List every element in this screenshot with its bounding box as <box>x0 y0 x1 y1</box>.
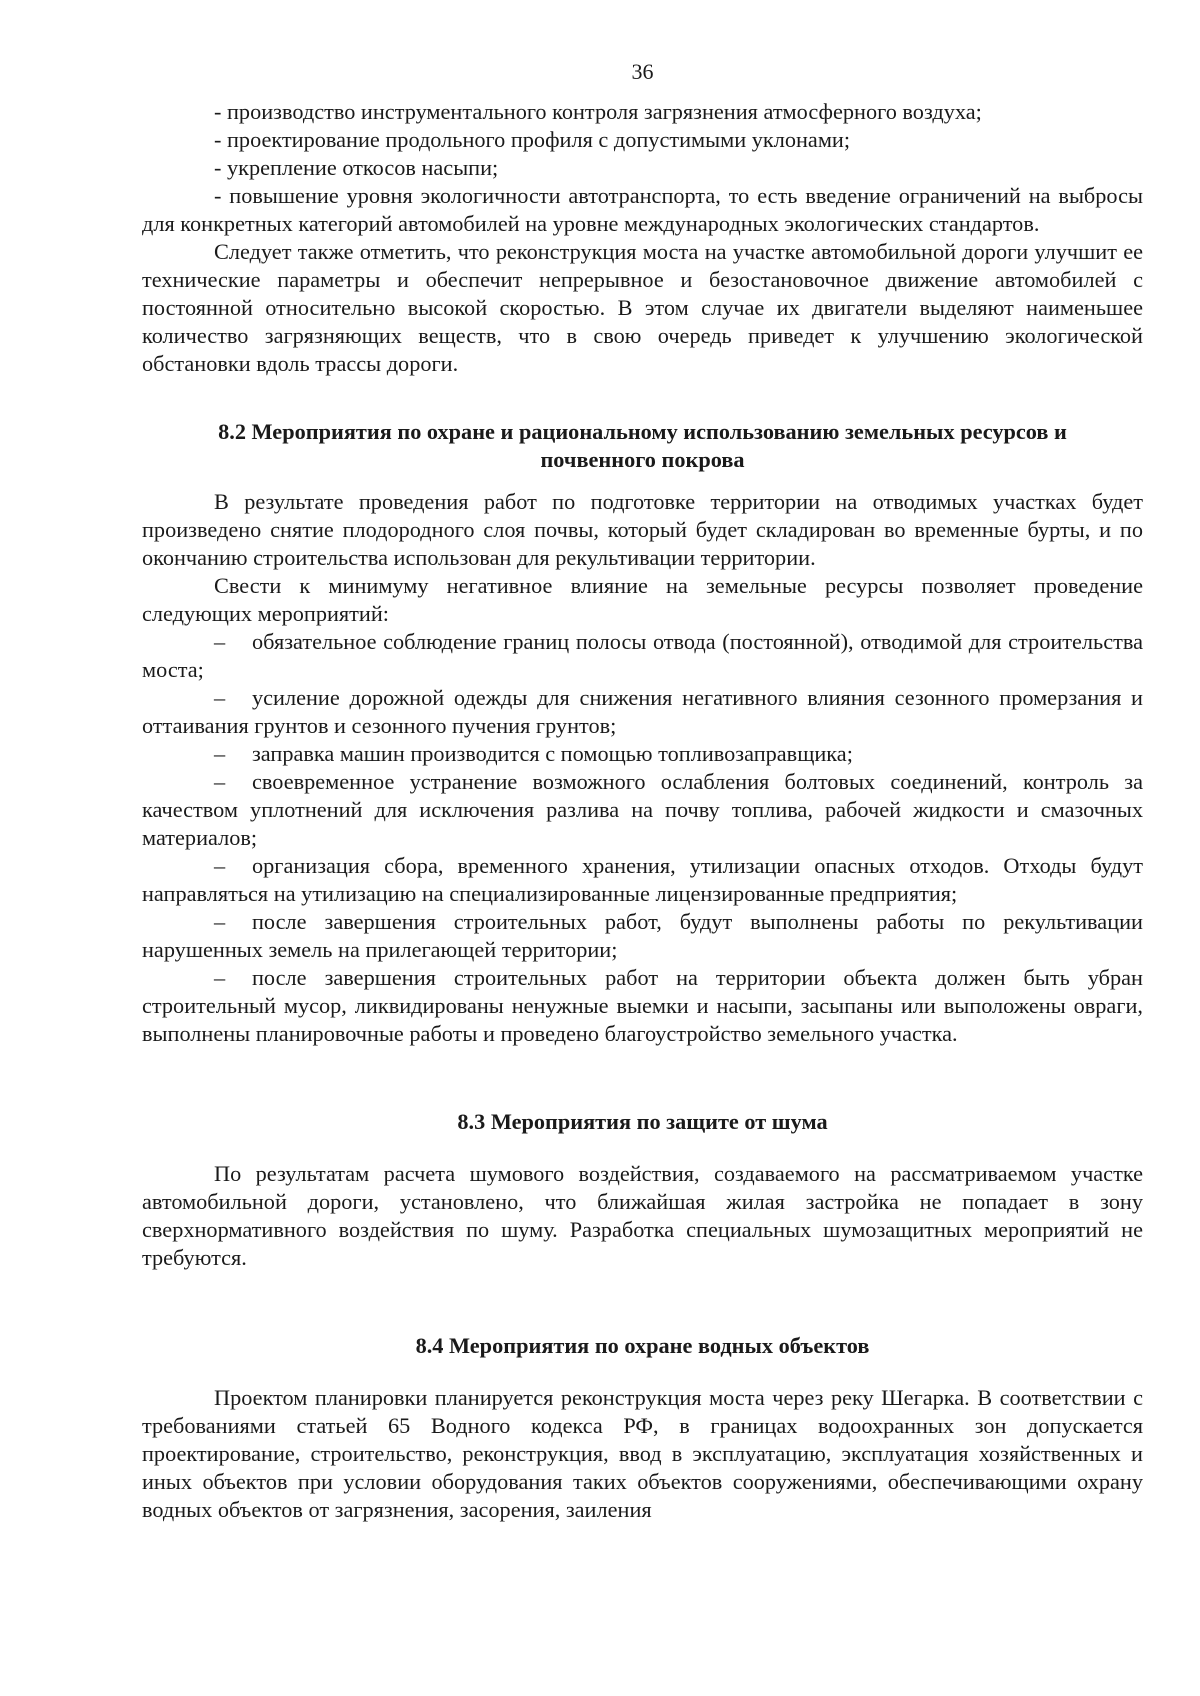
section-8-3-paragraph: По результатам расчета шумового воздействия, создаваемого на рассматриваемом участке автомобильной дороги, установлено, что ближайшая жилая застройка не попадает в зону сверхнормативного воздействия по шуму. Разработка специальных шумозащитных мероприятий не требуются. <box>142 1161 1143 1270</box>
measure-text: обязательное соблюдение границ полосы отвода (постоянной), отводимой для строительства моста; <box>142 629 1143 682</box>
dash-marker: – <box>214 853 226 878</box>
section-8-2-paragraph: В результате проведения работ по подготовке территории на отводимых участках будет произведено снятие плодородного слоя почвы, который будет складирован во временные бурты, и по окончанию строительства использован для рекультивации территории. <box>142 489 1143 570</box>
measure-text: усиление дорожной одежды для снижения негативного влияния сезонного промерзания и оттаивания грунтов и сезонного пучения грунтов; <box>142 685 1143 738</box>
dash-marker: – <box>214 769 226 794</box>
measure-list-item <box>142 740 1143 768</box>
section-8-3-heading: 8.3 Мероприятия по защите от шума <box>457 1109 828 1134</box>
measure-text: своевременное устранение возможного ослабления болтовых соединений, контроль за качеством уплотнений для исключения разлива на почву топлива, рабочей жидкости и смазочных материалов; <box>142 769 1143 850</box>
section-8-2-heading-line2: почвенного покрова <box>540 447 745 472</box>
section-8-2-heading-line1: 8.2 Мероприятия по охране и рациональному использованию земельных ресурсов и <box>218 419 1067 444</box>
page-number: 36 <box>631 59 654 84</box>
dash-marker: – <box>214 741 226 766</box>
intro-list-item: - проектирование продольного профиля с допустимыми уклонами; <box>214 127 851 152</box>
measure-list-item <box>142 964 1143 1048</box>
measure-list-item <box>142 684 1143 740</box>
dash-marker: – <box>214 965 226 990</box>
section-8-4-paragraph: Проектом планировки планируется реконструкция моста через реку Шегарка. В соответствии с требованиями статьей 65 Водного кодекса РФ, в границах водоохранных зон допускается проектирование, строительство, реконструкция, ввод в эксплуатацию, эксплуатация хозяйственных и иных объектов при условии оборудования таких объектов сооружениями, обеспечивающими охрану водных объектов от загрязнения, засорения, заиления <box>142 1385 1143 1522</box>
section-8-2-paragraph: Свести к минимуму негативное влияние на земельные ресурсы позволяет проведение следующих мероприятий: <box>142 573 1143 626</box>
intro-list-item: - укрепление откосов насыпи; <box>214 155 499 180</box>
intro-list-item: - повышение уровня экологичности автотранспорта, то есть введение ограничений на выбросы для конкретных категорий автомобилей на уровне международных экологических стандартов. <box>142 183 1143 236</box>
dash-marker: – <box>214 629 226 654</box>
measure-text: организация сбора, временного хранения, утилизации опасных отходов. Отходы будут направляться на утилизацию на специализированные лицензированные предприятия; <box>142 853 1143 906</box>
dash-marker: – <box>214 909 226 934</box>
measure-list-item <box>142 852 1143 908</box>
dash-marker: – <box>214 685 226 710</box>
measure-text: после завершения строительных работ, будут выполнены работы по рекультивации нарушенных земель на прилегающей территории; <box>142 909 1143 962</box>
intro-list-item: - производство инструментального контроля загрязнения атмосферного воздуха; <box>214 99 982 124</box>
document-page <box>142 52 1143 1524</box>
section-8-2-heading <box>142 418 1143 474</box>
intro-paragraph: Следует также отметить, что реконструкция моста на участке автомобильной дороги улучшит ее технические параметры и обеспечит непрерывное и безостановочное движение автомобилей с постоянной относительно высокой скоростью. В этом случае их двигатели выделяют наименьшее количество загрязняющих веществ, что в свою очередь приведет к улучшению экологической обстановки вдоль трассы дороги. <box>142 239 1143 376</box>
measure-list-item <box>142 768 1143 852</box>
measure-list-item <box>142 908 1143 964</box>
measure-text: после завершения строительных работ на территории объекта должен быть убран строительный мусор, ликвидированы ненужные выемки и насыпи, засыпаны или выположены овраги, выполнены планировочные работы и проведено благоустройство земельного участка. <box>142 965 1143 1046</box>
measure-text: заправка машин производится с помощью топливозаправщика; <box>252 741 853 766</box>
section-8-4-heading: 8.4 Мероприятия по охране водных объектов <box>415 1333 870 1358</box>
measure-list-item <box>142 628 1143 684</box>
